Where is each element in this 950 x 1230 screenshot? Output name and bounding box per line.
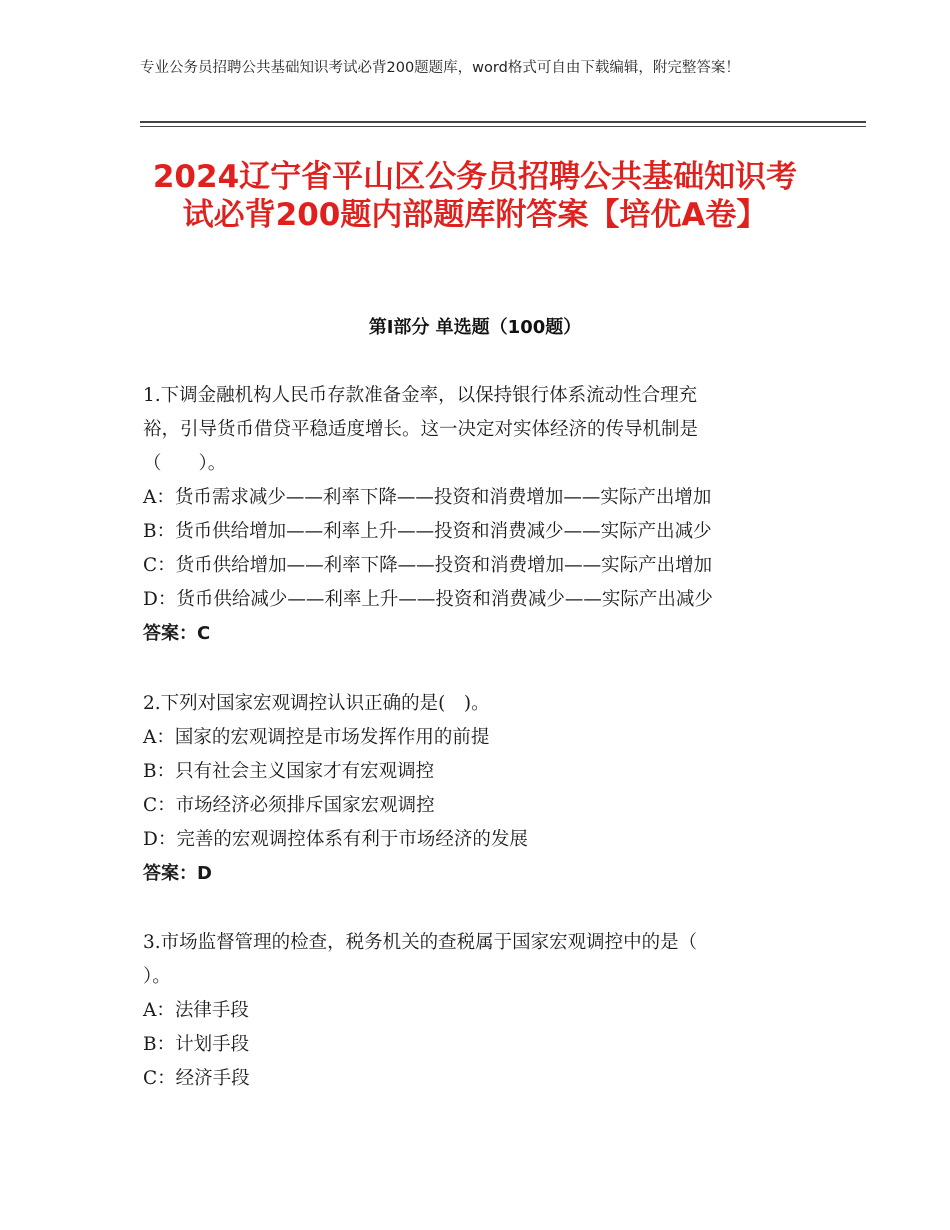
question-stem-line: ）。 <box>143 966 171 987</box>
header-divider-thin <box>140 126 866 127</box>
question-2 <box>143 687 823 891</box>
question-stem-line: 裕，引导货币借贷平稳适度增长。这一决定对实体经济的传导机制是 <box>143 419 699 440</box>
question-stem-line: 3.市场监督管理的检查，税务机关的查税属于国家宏观调控中的是（ <box>143 932 698 953</box>
question-stem-line: 2.下列对国家宏观调控认识正确的是( )。 <box>143 693 490 714</box>
option-c: C：市场经济必须排斥国家宏观调控 <box>143 795 435 816</box>
answer: 答案：D <box>143 863 212 884</box>
option-a: A：法律手段 <box>143 1000 249 1021</box>
option-a: A：货币需求减少——利率下降——投资和消费增加——实际产出增加 <box>143 487 712 508</box>
option-a: A：国家的宏观调控是市场发挥作用的前提 <box>143 727 490 748</box>
option-c: C：货币供给增加——利率下降——投资和消费增加——实际产出增加 <box>143 555 713 576</box>
option-b: B：计划手段 <box>143 1034 250 1055</box>
option-d: D：货币供给减少——利率上升——投资和消费减少——实际产出减少 <box>143 589 713 610</box>
option-b: B：只有社会主义国家才有宏观调控 <box>143 761 435 782</box>
section-title: 第Ⅰ部分 单选题（100题） <box>368 317 582 338</box>
question-stem-line: （ ）。 <box>143 453 227 474</box>
option-c: C：经济手段 <box>143 1068 250 1089</box>
question-1 <box>143 379 823 651</box>
option-b: B：货币供给增加——利率上升——投资和消费减少——实际产出减少 <box>143 521 712 542</box>
document-title: 2024辽宁省平山区公务员招聘公共基础知识考试必背200题内部题库附答案【培优A卷】 <box>152 159 798 233</box>
answer: 答案：C <box>143 623 211 644</box>
header-divider-thick <box>140 121 866 123</box>
question-stem-line: 1.下调金融机构人民币存款准备金率，以保持银行体系流动性合理充 <box>143 385 698 406</box>
question-3 <box>143 926 823 1096</box>
header-note: 专业公务员招聘公共基础知识考试必背200题题库，word格式可自由下载编辑，附完整答案！ <box>140 60 740 76</box>
option-d: D：完善的宏观调控体系有利于市场经济的发展 <box>143 829 528 850</box>
